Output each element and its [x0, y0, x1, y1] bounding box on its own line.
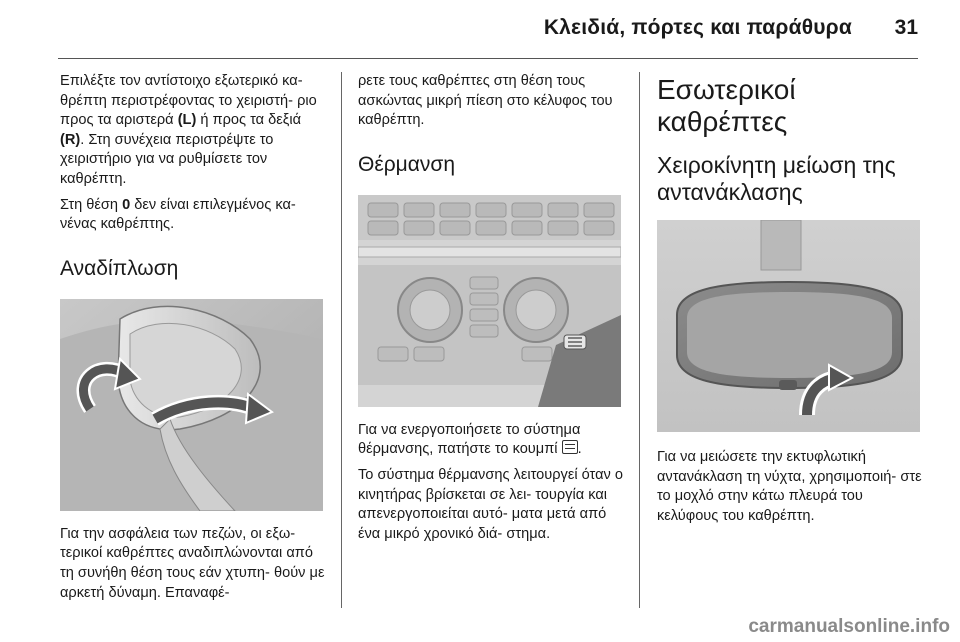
watermark-footer: carmanualsonline.info [748, 616, 950, 637]
paragraph-select-mirror: Επιλέξτε τον αντίστοιχο εξωτερικό κα- θρέπτη περιστρέφοντας το χειριστή- ριο προς τα αριστερά (L) ή προς τα δεξιά (R). Στη συνέχεια περιστρέψτε το χειριστήριο για να ρυθμίσετε τον καθρέπτη. [60, 73, 317, 187]
paragraph-activate-heating: Για να ενεργοποιήσετε το σύστημα θέρμανσης, πατήστε το κουμπί . [358, 421, 582, 458]
column-3 [657, 72, 922, 532]
column-divider-2 [639, 72, 640, 608]
paragraph-pedestrian-safety: Για την ασφάλεια των πεζών, οι εξω- τερικοί καθρέπτες αναδιπλώνονται από τη συνήθη θέση τους εάν χτυπη- θούν με αρκετή δύναμη. Επαναφέ- [60, 525, 325, 601]
column-1 [60, 72, 325, 609]
header-divider [58, 58, 918, 59]
paragraph-heating-operation: Το σύστημα θέρμανσης λειτουργεί όταν ο κινητήρας βρίσκεται σε λει- τουργία και απενεργοποιείται αυτό- ματα μετά από ένα μικρό χρονικό διά- στημα. [358, 466, 624, 542]
page-title: Κλειδιά, πόρτες και παράθυρα [543, 16, 852, 39]
heading-folding: Αναδίπλωση [60, 256, 179, 280]
column-divider-1 [341, 72, 342, 608]
heading-interior-mirrors: Εσωτερικοί καθρέπτες [657, 74, 796, 137]
heating-control-panel-illustration [358, 195, 621, 407]
paragraph-anti-glare-lever: Για να μειώσετε την εκτυφλωτική αντανάκλαση τη νύχτα, χρησιμοποιή- στε το μοχλό στην κάτω πλευρά του κελύφους του καθρέπτη. [657, 449, 922, 524]
paragraph-position-zero: Στη θέση 0 δεν είναι επιλεγμένος κα- νένας καθρέπτης. [60, 196, 296, 233]
page-header [0, 0, 960, 60]
rear-defrost-icon [562, 440, 578, 454]
column-2 [358, 72, 623, 550]
page-number: 31 [894, 16, 918, 39]
heading-manual-anti-glare: Χειροκίνητη μείωση της αντανάκλασης [657, 152, 896, 205]
heading-heating: Θέρμανση [358, 152, 456, 176]
paragraph-restore-mirror: ρετε τους καθρέπτες στη θέση τους ασκώντας μικρή πίεση στο κέλυφος του καθρέπτη. [358, 73, 613, 129]
mirror-folding-illustration [60, 299, 323, 511]
interior-mirror-illustration [657, 220, 920, 432]
